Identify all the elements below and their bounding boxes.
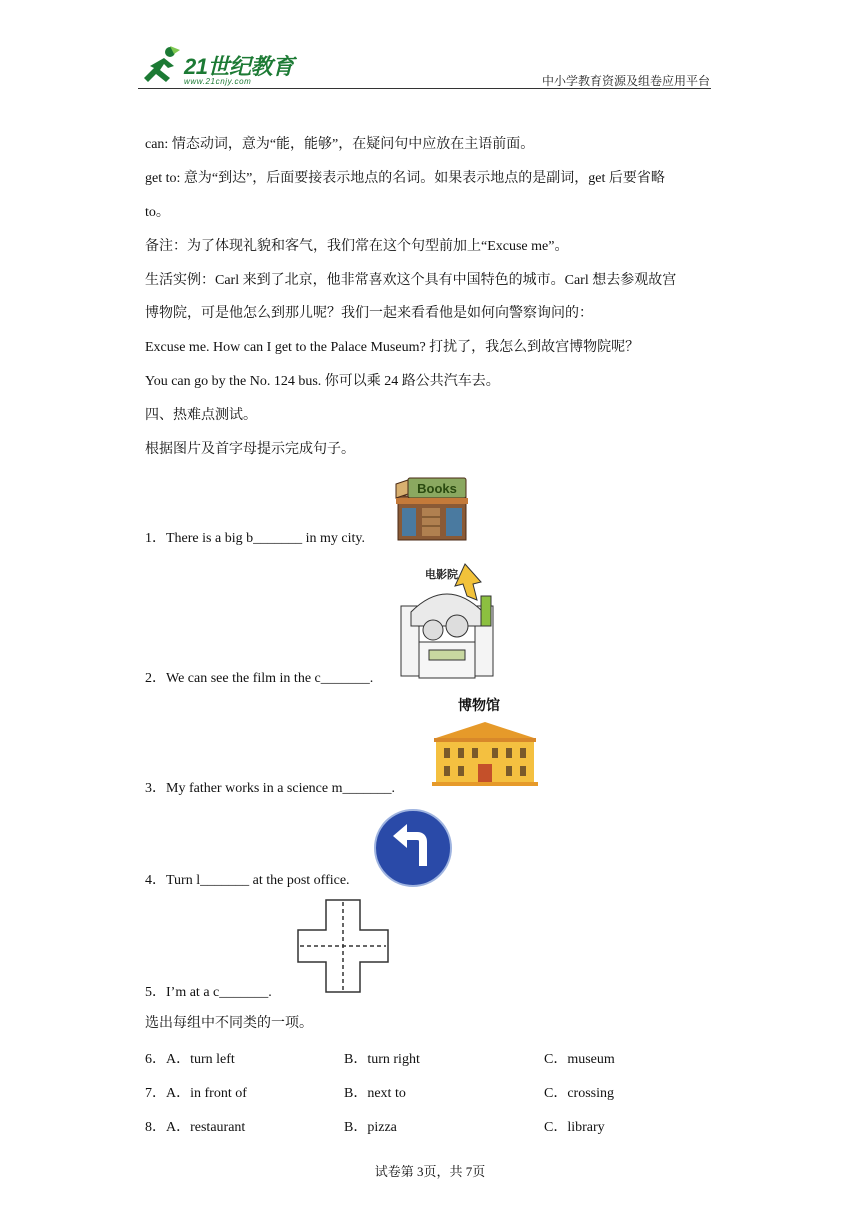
question-3: 3．My father works in a science m_______. <box>145 781 395 796</box>
body-line: Excuse me. How can I get to the Palace Museum? 打扰了，我怎么到故宫博物院呢？ <box>145 340 640 355</box>
instruction-text: 根据图片及首字母提示完成句子。 <box>145 442 355 457</box>
choice-6-a: 6．A．turn left <box>145 1052 235 1067</box>
logo-url: www.21cnjy.com <box>184 77 252 86</box>
museum-image-label: 博物馆 <box>458 698 500 714</box>
turn-left-sign-icon <box>373 808 453 888</box>
question-1: 1．There is a big b_______ in my city. <box>145 531 365 546</box>
choice-8-a: 8．A．restaurant <box>145 1120 246 1135</box>
page-footer: 试卷第 3页，共 7页 <box>374 1164 486 1179</box>
question-4: 4．Turn l_______ at the post office. <box>145 873 350 888</box>
choice-7-a: 7．A．in front of <box>145 1086 247 1101</box>
bookstore-sign-text: Books <box>417 481 457 496</box>
question-5: 5．I’m at a c_______. <box>145 985 272 1000</box>
logo-text: 21世纪教育 <box>184 54 294 79</box>
body-line: 博物院，可是他怎么到那儿呢？我们一起来看看他是如何向警察询问的： <box>145 306 593 321</box>
body-line: get to: 意为“到达”，后面要接表示地点的名词。如果表示地点的是副词，get 后要省略 <box>145 171 665 186</box>
choice-7-b: B．next to <box>344 1086 406 1101</box>
choice-6-c: C．museum <box>544 1052 615 1067</box>
body-line: to。 <box>145 205 170 220</box>
section-instruction: 选出每组中不同类的一项。 <box>145 1016 313 1031</box>
header-divider <box>138 88 711 89</box>
museum-image <box>432 718 538 788</box>
choice-6-b: B．turn right <box>344 1052 420 1067</box>
choice-8-c: C．library <box>544 1120 605 1135</box>
header-platform-text: 中小学教育资源及组卷应用平台 <box>541 74 710 88</box>
body-line: can: 情态动词，意为“能，能够”，在疑问句中应放在主语前面。 <box>145 137 535 152</box>
body-line: You can go by the No. 124 bus. 你可以乘 24 路公共汽车去。 <box>145 374 500 389</box>
cinema-image <box>397 556 497 684</box>
section-heading: 四、热难点测试。 <box>145 408 257 423</box>
crossing-image <box>296 898 390 994</box>
cinema-sign-text: 电影院 <box>425 568 458 581</box>
body-line: 备注：为了体现礼貌和客气，我们常在这个句型前加上“Excuse me”。 <box>145 239 569 254</box>
choice-7-c: C．crossing <box>544 1086 614 1101</box>
choice-8-b: B．pizza <box>344 1120 397 1135</box>
bookstore-image <box>394 472 470 542</box>
body-line: 生活实例：Carl 来到了北京，他非常喜欢这个具有中国特色的城市。Carl 想去参观故宫 <box>145 273 677 288</box>
site-logo <box>140 44 310 90</box>
question-2: 2．We can see the film in the c_______. <box>145 671 374 686</box>
runner-icon <box>140 44 184 88</box>
